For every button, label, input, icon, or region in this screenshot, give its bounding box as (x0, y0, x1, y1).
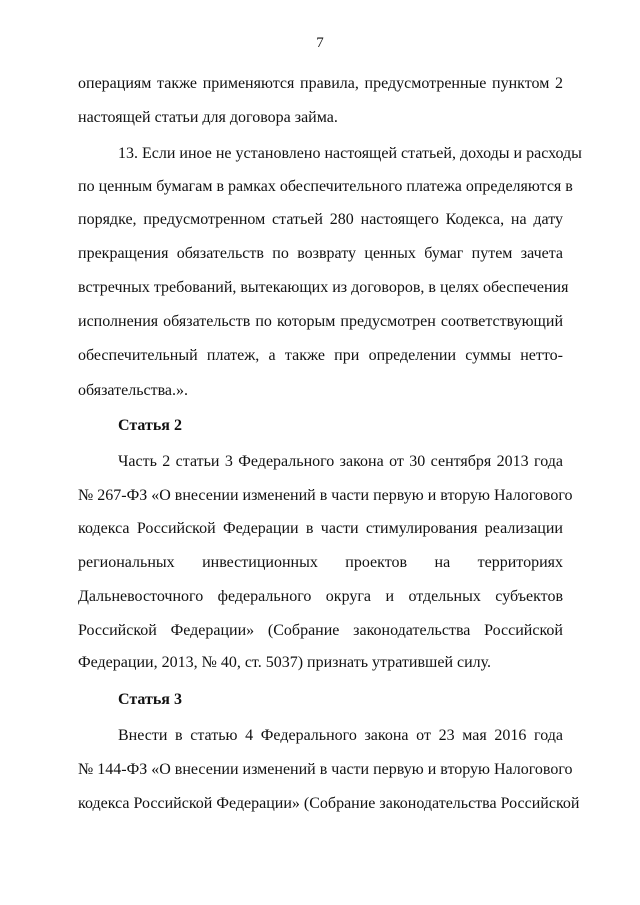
text-line: операциям также применяются правила, предусмотренные пунктом 2 (78, 75, 563, 92)
text-line: кодекса Российской Федерации» (Собрание законодательства Российской (78, 795, 580, 812)
text-line: Дальневосточного федерального округа и отдельных субъектов (78, 588, 563, 605)
article-heading: Статья 3 (118, 691, 182, 708)
text-line: Часть 2 статьи 3 Федерального закона от 30 сентября 2013 года (118, 453, 563, 470)
text-line: № 267-ФЗ «О внесении изменений в части первую и вторую Налогового (78, 487, 573, 504)
text-line: обязательства.». (78, 382, 189, 399)
article-heading: Статья 2 (118, 417, 182, 434)
text-line: порядке, предусмотренном статьей 280 настоящего Кодекса, на дату (78, 211, 563, 228)
text-line: исполнения обязательств по которым предусмотрен соответствующий (78, 313, 563, 330)
text-line: по ценным бумагам в рамках обеспечительного платежа определяются в (78, 178, 573, 195)
text-line: кодекса Российской Федерации в части стимулирования реализации (78, 520, 563, 537)
text-line: Федерации, 2013, № 40, ст. 5037) признать утратившей силу. (78, 654, 492, 671)
page-number: 7 (316, 35, 324, 51)
text-line: региональных инвестиционных проектов на территориях (78, 554, 563, 571)
text-line: встречных требований, вытекающих из договоров, в целях обеспечения (78, 279, 569, 296)
text-line: прекращения обязательств по возврату ценных бумаг путем зачета (78, 245, 563, 262)
text-line: 13. Если иное не установлено настоящей статьей, доходы и расходы (118, 145, 582, 162)
text-line: обеспечительный платеж, а также при определении суммы нетто- (78, 347, 563, 364)
text-line: Российской Федерации» (Собрание законодательства Российской (78, 622, 563, 639)
text-line: № 144-ФЗ «О внесении изменений в части первую и вторую Налогового (78, 761, 573, 778)
text-line: Внести в статью 4 Федерального закона от 23 мая 2016 года (118, 727, 563, 744)
text-line: настоящей статьи для договора займа. (78, 109, 338, 126)
